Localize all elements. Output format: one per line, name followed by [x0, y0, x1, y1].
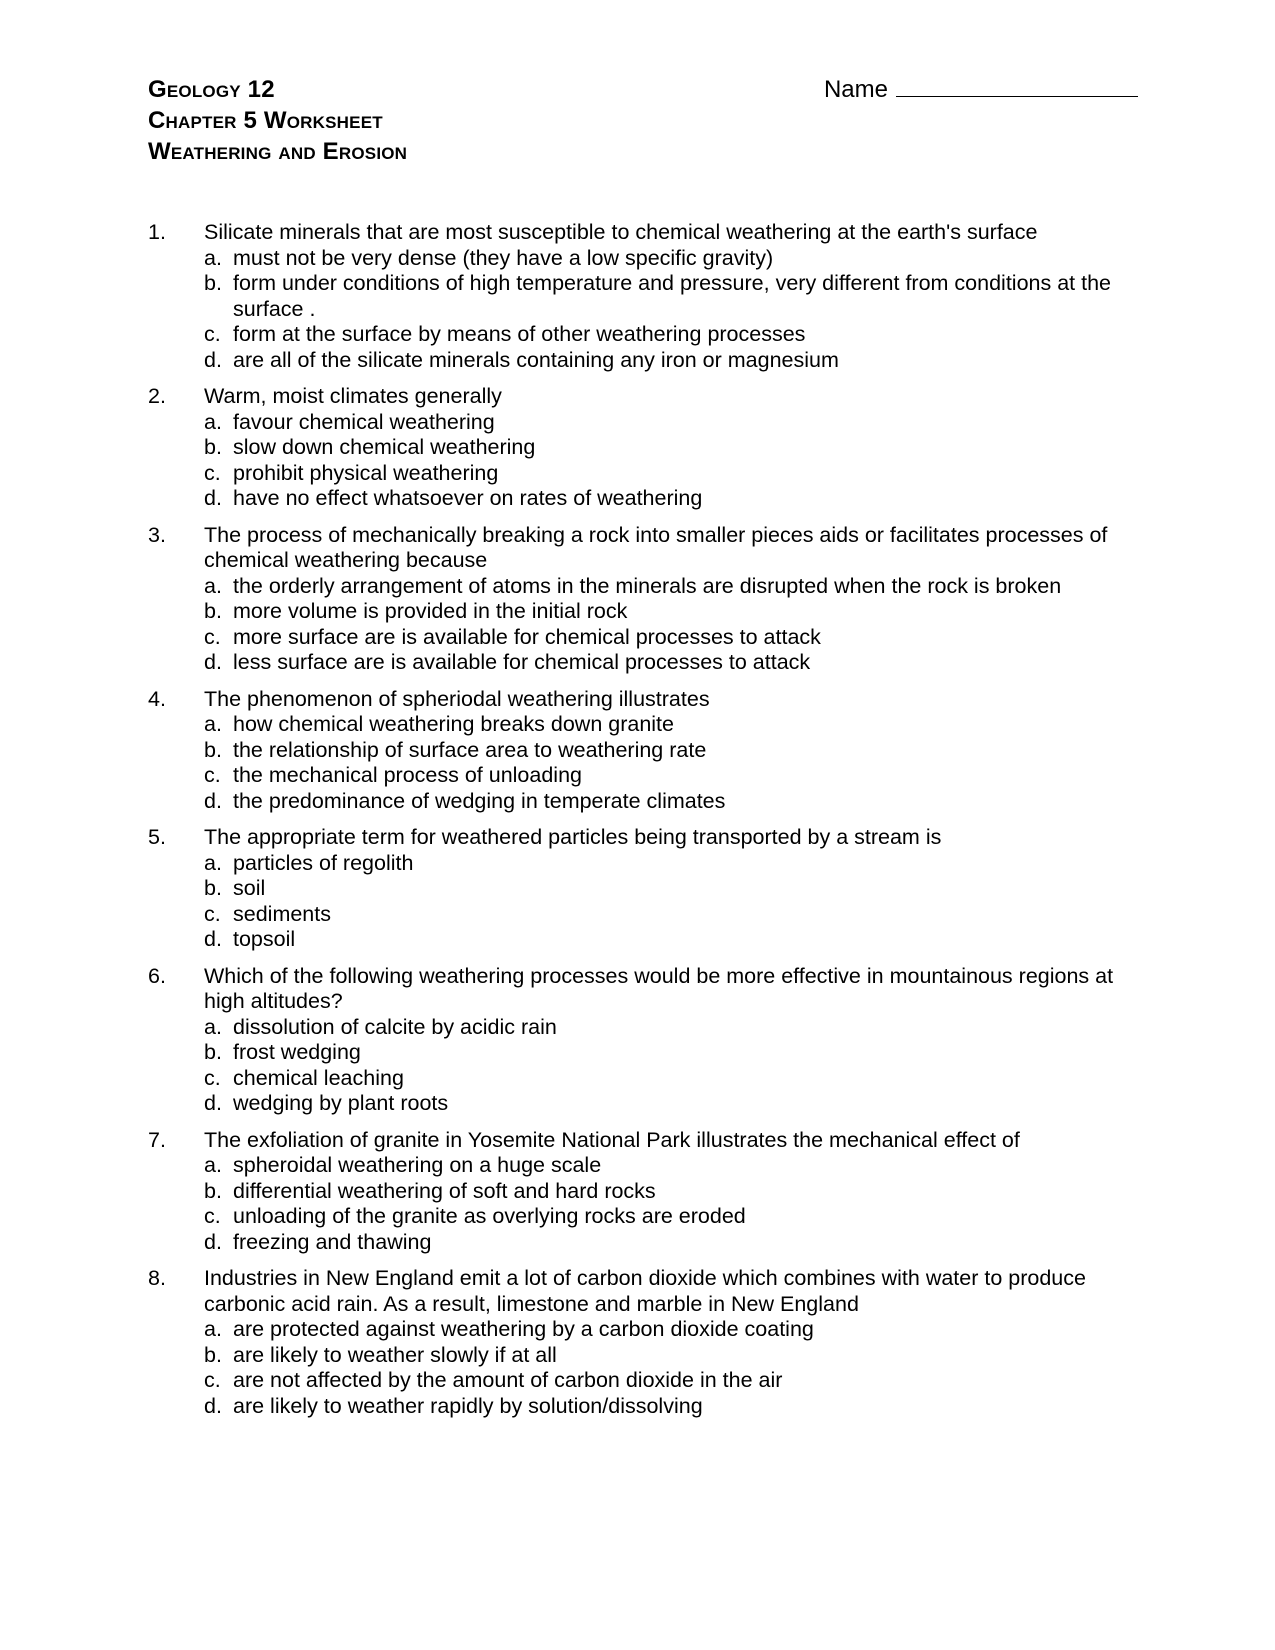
question-number: 2. [148, 384, 166, 408]
option-text: are protected against weathering by a carbon dioxide coating [233, 1317, 814, 1341]
option-label: c. [204, 1065, 221, 1090]
option-text: have no effect whatsoever on rates of weathering [233, 486, 703, 510]
question-8 [148, 1266, 1138, 1419]
option-label: b. [204, 876, 222, 900]
worksheet-header [148, 74, 1138, 167]
option-label: a. [204, 850, 222, 875]
question-text: The exfoliation of granite in Yosemite National Park illustrates the mechanical effect of [204, 1127, 1020, 1152]
option-c [204, 1204, 1138, 1230]
question-5 [148, 825, 1138, 953]
option-label: c. [204, 1204, 221, 1228]
option-d [204, 1394, 1138, 1420]
option-text: chemical leaching [233, 1065, 404, 1090]
option-text: prohibit physical weathering [233, 460, 499, 485]
question-number: 7. [148, 1127, 166, 1152]
option-b [204, 1040, 1138, 1066]
option-text: slow down chemical weathering [233, 435, 536, 459]
option-label: d. [204, 1229, 222, 1254]
option-text: more volume is provided in the initial rock [233, 599, 628, 623]
topic-title: Weathering and Erosion [148, 138, 408, 165]
option-list [204, 410, 1138, 512]
option-list [204, 246, 1138, 374]
option-text: less surface are is available for chemical processes to attack [233, 650, 811, 674]
option-text: must not be very dense (they have a low specific gravity) [233, 245, 774, 270]
option-a [204, 246, 1138, 272]
option-a [204, 851, 1138, 877]
option-b [204, 1343, 1138, 1369]
option-text: how chemical weathering breaks down granite [233, 712, 674, 736]
option-text: more surface are is available for chemical processes to attack [233, 624, 821, 649]
option-c [204, 1066, 1138, 1092]
chapter-title: Chapter 5 Worksheet [148, 107, 383, 134]
name-label: Name [823, 76, 888, 103]
option-text: soil [233, 876, 266, 900]
question-2 [148, 384, 1138, 512]
question-text: The process of mechanically breaking a rock into smaller pieces aids or facilitates processes of chemical weathering because [204, 522, 1108, 572]
question-3 [148, 523, 1138, 676]
option-text: the relationship of surface area to weathering rate [233, 737, 707, 762]
option-label: b. [204, 271, 222, 295]
option-text: form at the surface by means of other weathering processes [233, 322, 806, 346]
option-text: topsoil [233, 927, 296, 951]
question-number: 6. [148, 963, 166, 988]
question-7 [148, 1128, 1138, 1256]
option-label: a. [204, 1317, 222, 1341]
option-c [204, 625, 1138, 651]
option-c [204, 322, 1138, 348]
option-b [204, 271, 1138, 322]
option-label: d. [204, 1393, 222, 1418]
option-label: c. [204, 1368, 221, 1392]
option-text: differential weathering of soft and hard rocks [233, 1178, 656, 1203]
question-text: The appropriate term for weathered particles being transported by a stream is [204, 825, 942, 849]
question-number: 1. [148, 220, 166, 244]
option-text: the mechanical process of unloading [233, 763, 582, 787]
option-label: a. [204, 573, 222, 598]
option-b [204, 435, 1138, 461]
option-list [204, 1317, 1138, 1419]
option-label: a. [204, 409, 222, 434]
option-label: b. [204, 1178, 222, 1203]
option-d [204, 1230, 1138, 1256]
option-text: are all of the silicate minerals containing any iron or magnesium [233, 347, 839, 372]
question-number: 4. [148, 686, 166, 711]
option-a [204, 574, 1138, 600]
option-text: sediments [233, 901, 331, 926]
option-list [204, 712, 1138, 814]
option-text: unloading of the granite as overlying rocks are eroded [233, 1204, 746, 1228]
option-label: a. [204, 1153, 222, 1177]
option-list [204, 574, 1138, 676]
option-label: b. [204, 599, 222, 623]
option-a [204, 1015, 1138, 1041]
option-label: a. [204, 245, 222, 270]
question-list [148, 220, 1138, 1430]
option-label: d. [204, 486, 222, 510]
option-label: c. [204, 763, 221, 787]
name-blank-line[interactable] [896, 74, 1138, 97]
option-label: c. [204, 901, 221, 926]
option-c [204, 763, 1138, 789]
question-text: Which of the following weathering processes would be more effective in mountainous regions at high altitudes? [204, 963, 1114, 1013]
option-label: c. [204, 460, 221, 485]
question-number: 3. [148, 522, 166, 547]
option-text: wedging by plant roots [233, 1091, 449, 1115]
option-text: spheroidal weathering on a huge scale [233, 1153, 602, 1177]
option-label: d. [204, 347, 222, 372]
option-list [204, 851, 1138, 953]
option-text: freezing and thawing [233, 1229, 432, 1254]
option-b [204, 876, 1138, 902]
question-6 [148, 964, 1138, 1117]
question-4 [148, 687, 1138, 815]
option-d [204, 650, 1138, 676]
question-number: 5. [148, 825, 166, 849]
question-text: Industries in New England emit a lot of carbon dioxide which combines with water to produce carbonic acid rain. As a result, limestone and marble in New England [204, 1266, 1086, 1316]
option-b [204, 599, 1138, 625]
option-label: b. [204, 1342, 222, 1367]
option-label: d. [204, 927, 222, 951]
option-label: d. [204, 650, 222, 674]
option-d [204, 1091, 1138, 1117]
option-text: the orderly arrangement of atoms in the minerals are disrupted when the rock is broken [233, 573, 1062, 598]
option-label: d. [204, 788, 222, 813]
option-text: particles of regolith [233, 850, 414, 875]
option-text: favour chemical weathering [233, 409, 495, 434]
option-text: are likely to weather slowly if at all [233, 1342, 557, 1367]
option-a [204, 410, 1138, 436]
option-label: d. [204, 1091, 222, 1115]
option-c [204, 461, 1138, 487]
question-text: Warm, moist climates generally [204, 384, 502, 408]
option-a [204, 712, 1138, 738]
name-field [824, 74, 1138, 105]
option-text: the predominance of wedging in temperate climates [233, 788, 726, 813]
option-label: a. [204, 1014, 222, 1039]
option-label: a. [204, 712, 222, 736]
option-d [204, 486, 1138, 512]
option-a [204, 1153, 1138, 1179]
question-text: The phenomenon of spheriodal weathering illustrates [204, 686, 710, 711]
option-b [204, 738, 1138, 764]
question-text: Silicate minerals that are most susceptible to chemical weathering at the earth's surface [204, 220, 1038, 244]
option-list [204, 1015, 1138, 1117]
option-text: are not affected by the amount of carbon dioxide in the air [233, 1368, 783, 1392]
option-d [204, 789, 1138, 815]
question-1 [148, 220, 1138, 373]
option-label: b. [204, 737, 222, 762]
option-c [204, 1368, 1138, 1394]
option-c [204, 902, 1138, 928]
option-b [204, 1179, 1138, 1205]
option-d [204, 927, 1138, 953]
option-d [204, 348, 1138, 374]
option-label: b. [204, 435, 222, 459]
option-label: c. [204, 322, 221, 346]
option-text: are likely to weather rapidly by solution/dissolving [233, 1393, 703, 1418]
course-title: Geology 12 [148, 76, 275, 103]
option-text: dissolution of calcite by acidic rain [233, 1014, 557, 1039]
option-text: frost wedging [233, 1040, 361, 1064]
option-text: form under conditions of high temperature and pressure, very different from conditions at the surface . [233, 271, 1111, 321]
option-a [204, 1317, 1138, 1343]
question-number: 8. [148, 1266, 166, 1290]
option-label: b. [204, 1040, 222, 1064]
option-label: c. [204, 624, 221, 649]
option-list [204, 1153, 1138, 1255]
